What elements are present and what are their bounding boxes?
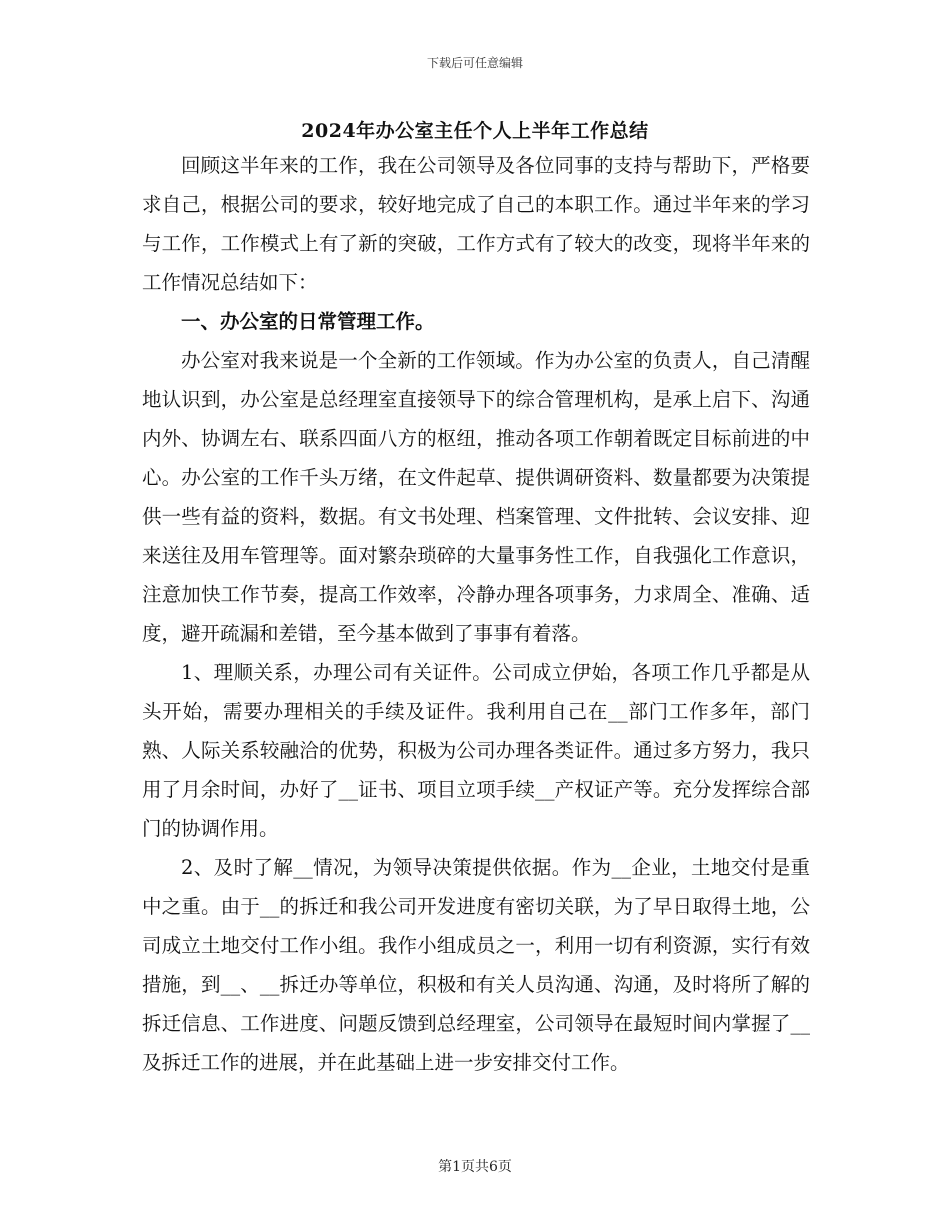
paragraph-item-2: 2、及时了解__情况，为领导决策提供依据。作为__企业，土地交付是重中之重。由于__的拆迁和我公司开发进度有密切关联，为了早日取得土地，公司成立土地交付工作小组。我作小组成员之一，利用一切有利资源，实行有效措施，到__、__拆迁办等单位，积极和有关人员沟通、沟通，及时将所了解的拆迁信息、工作进度、问题反馈到总经理室，公司领导在最短时间内掌握了__及拆迁工作的进展，并在此基础上进一步安排交付工作。	[142, 856, 810, 1074]
paragraph-item-1: 1、理顺关系，办理公司有关证件。公司成立伊始，各项工作几乎都是从头开始，需要办理相关的手续及证件。我利用自己在__部门工作多年，部门熟、人际关系较融洽的优势，积极为公司办理各类证件。通过多方努力，我只用了月余时间，办好了__证书、项目立项手续__产权证产等。充分发挥综合部门的协调作用。	[142, 661, 810, 840]
section-heading: 一、办公室的日常管理工作。	[181, 310, 435, 333]
paragraph-intro: 回顾这半年来的工作，我在公司领导及各位同事的支持与帮助下，严格要求自己，根据公司的要求，较好地完成了自己的本职工作。通过半年来的学习与工作，工作模式上有了新的突破，工作方式有了较大的改变，现将半年来的工作情况总结如下：	[142, 154, 810, 294]
paragraph-office-overview: 办公室对我来说是一个全新的工作领域。作为办公室的负责人，自己清醒地认识到，办公室是总经理室直接领导下的综合管理机构，是承上启下、沟通内外、协调左右、联系四面八方的枢纽，推动各项工作朝着既定目标前进的中心。办公室的工作千头万绪，在文件起草、提供调研资料、数量都要为决策提供一些有益的资料，数据。有文书处理、档案管理、文件批转、会议安排、迎来送往及用车管理等。面对繁杂琐碎的大量事务性工作，自我强化工作意识，注意加快工作节奏，提高工作效率，冷静办理各项事务，力求周全、准确、适度，避开疏漏和差错，至今基本做到了事事有着落。	[142, 349, 810, 645]
document-title: 2024年办公室主任个人上半年工作总结	[301, 120, 649, 142]
header-note: 下载后可任意编辑	[426, 56, 523, 70]
page-footer: 第1页共6页	[438, 1159, 512, 1175]
document-body	[142, 146, 810, 1082]
